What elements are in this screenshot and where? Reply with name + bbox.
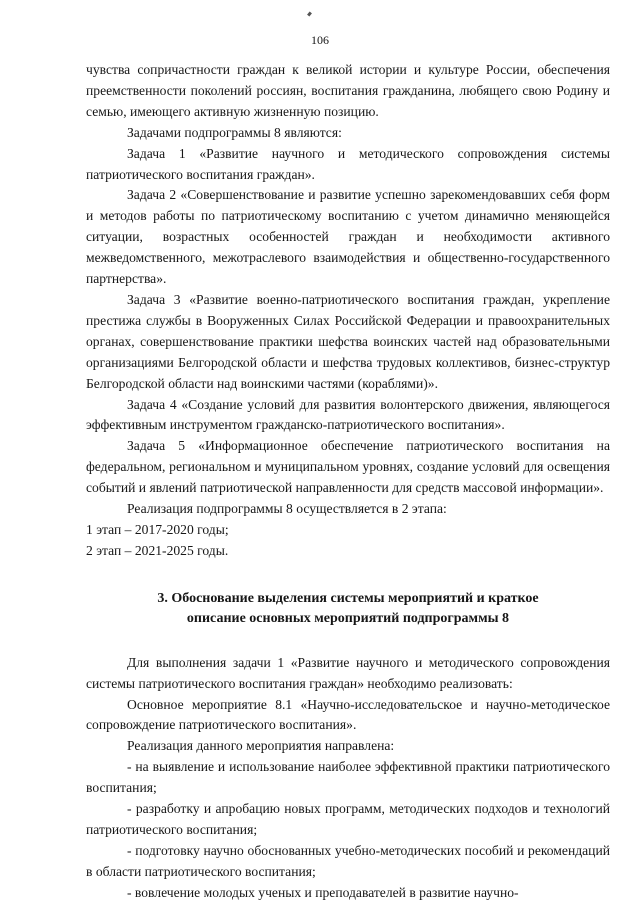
paragraph-continuation: чувства сопричастности граждан к великой истории и культуре России, обеспечения преемственности поколений россиян, воспитания гражданина, любящего свою Родину и семью, имеющего активную жизненную позицию. [86, 62, 610, 119]
section-heading-line-2: описание основных мероприятий подпрограммы 8 [186, 610, 510, 626]
paragraph-task-3: Задача 3 «Развитие военно-патриотического воспитания граждан, укрепление престижа службы в Вооруженных Силах Российской Федерации и правоохранительных органах, совершенствование практики шефства воинских частей над образовательными организациями Белгородской области и шефства трудовых коллективов, бизнес-структур Белгородской области над воинскими частями (кораблями)». [86, 291, 610, 391]
paragraph-implementation: Реализация данного мероприятия направлена: [127, 738, 395, 754]
list-item: - разработку и апробацию новых программ, методических подходов и технологий патриотического воспитания; [86, 801, 610, 837]
list-item: - вовлечение молодых ученых и преподавателей в развитие научно- [127, 884, 519, 900]
paragraph-task-5: Задача 5 «Информационное обеспечение патриотического воспитания на федеральном, региональном и муниципальном уровнях, создание условий для освещения событий и явлений патриотической направленности для средств массовой информации». [86, 438, 610, 496]
list-item: - подготовку научно обоснованных учебно-методических пособий и рекомендаций в области патриотического воспитания; [86, 842, 610, 879]
list-item: - на выявление и использование наиболее эффективной практики патриотического воспитания; [86, 759, 610, 796]
body-text [86, 60, 610, 904]
paragraph-task-2: Задача 2 «Совершенствование и развитие успешно зарекомендовавших себя форм и методов работы по патриотическому воспитанию с учетом динамично меняющейся ситуации, возрастных особенностей граждан и необходимости активного межведомственного, межотраслевого взаимодействия и общественно-государственного партнерства». [86, 187, 610, 287]
stage-1-line: 1 этап – 2017-2020 годы; [86, 521, 229, 537]
scan-mark [307, 12, 312, 17]
paragraph-measures-intro: Для выполнения задачи 1 «Развитие научного и методического сопровождения системы патриотического воспитания граждан» необходимо реализовать: [86, 654, 610, 691]
page-number: 106 [311, 33, 329, 47]
paragraph-main-measure: Основное мероприятие 8.1 «Научно-исследовательское и научно-методическое сопровождение патриотического воспитания». [86, 696, 610, 733]
section-heading [86, 589, 610, 629]
paragraph-task-1: Задача 1 «Развитие научного и методического сопровождения системы патриотического воспитания граждан». [86, 145, 610, 182]
section-heading-line-1: 3. Обоснование выделения системы мероприятий и краткое [157, 590, 539, 606]
paragraph-tasks-intro: Задачами подпрограммы 8 являются: [127, 124, 342, 140]
stage-2-line: 2 этап – 2021-2025 годы. [86, 542, 229, 558]
paragraph-task-4: Задача 4 «Создание условий для развития волонтерского движения, являющегося эффективным инструментом гражданско-патриотического воспитания». [86, 396, 610, 433]
paragraph-stages-intro: Реализация подпрограммы 8 осуществляется в 2 этапа: [127, 501, 447, 517]
